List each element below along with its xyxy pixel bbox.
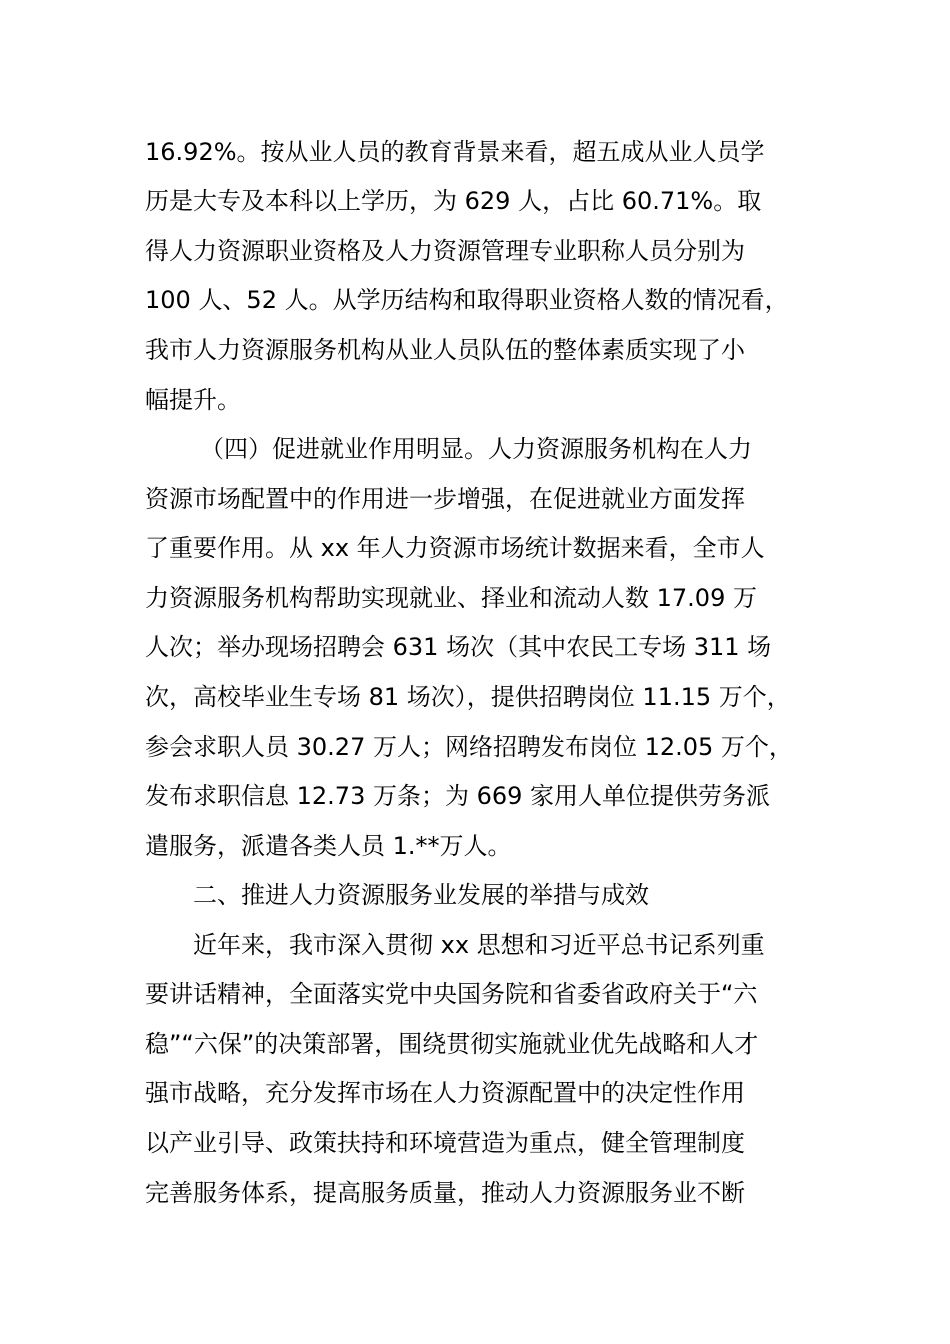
text-line: 完善服务体系，提高服务质量，推动人力资源服务业不断 (145, 1179, 745, 1207)
text-line: 力资源服务机构帮助实现就业、择业和流动人数 17.09 万 (145, 584, 757, 612)
text-line: 稳”“六保”的决策部署，围绕贯彻实施就业优先战略和人才 (145, 1030, 759, 1058)
text-line: 幅提升。 (145, 386, 241, 414)
text-line: 资源市场配置中的作用进一步增强，在促进就业方面发挥 (145, 485, 745, 513)
text-line: （四）促进就业作用明显。人力资源服务机构在人力 (200, 435, 752, 463)
text-line: 我市人力资源服务机构从业人员队伍的整体素质实现了小 (145, 336, 745, 364)
text-line: 近年来，我市深入贯彻 xx 思想和习近平总书记系列重 (193, 931, 765, 959)
text-line: 要讲话精神，全面落实党中央国务院和省委省政府关于“六 (145, 980, 758, 1008)
text-line: 100 人、52 人。从学历结构和取得职业资格人数的情况看， (145, 286, 789, 314)
section-heading: 二、推进人力资源服务业发展的举措与成效 (193, 881, 649, 909)
text-line: 以产业引导、政策扶持和环境营造为重点，健全管理制度 (145, 1129, 745, 1157)
text-line: 了重要作用。从 xx 年人力资源市场统计数据来看，全市人 (145, 534, 765, 562)
text-line: 历是大专及本科以上学历，为 629 人，占比 60.71%。取 (145, 187, 762, 215)
text-line: 参会求职人员 30.27 万人；网络招聘发布岗位 12.05 万个， (145, 733, 793, 761)
text-line: 得人力资源职业资格及人力资源管理专业职称人员分别为 (145, 237, 745, 265)
text-line: 16.92%。按从业人员的教育背景来看，超五成从业人员学 (145, 138, 765, 166)
text-line: 次，高校毕业生专场 81 场次），提供招聘岗位 11.15 万个， (145, 683, 791, 711)
text-line: 强市战略，充分发挥市场在人力资源配置中的决定性作用 (145, 1079, 745, 1107)
text-line: 发布求职信息 12.73 万条；为 669 家用人单位提供劳务派 (145, 782, 771, 810)
text-line: 遣服务，派遣各类人员 1.**万人。 (145, 832, 512, 860)
text-line: 人次；举办现场招聘会 631 场次（其中农民工专场 311 场 (145, 633, 772, 661)
